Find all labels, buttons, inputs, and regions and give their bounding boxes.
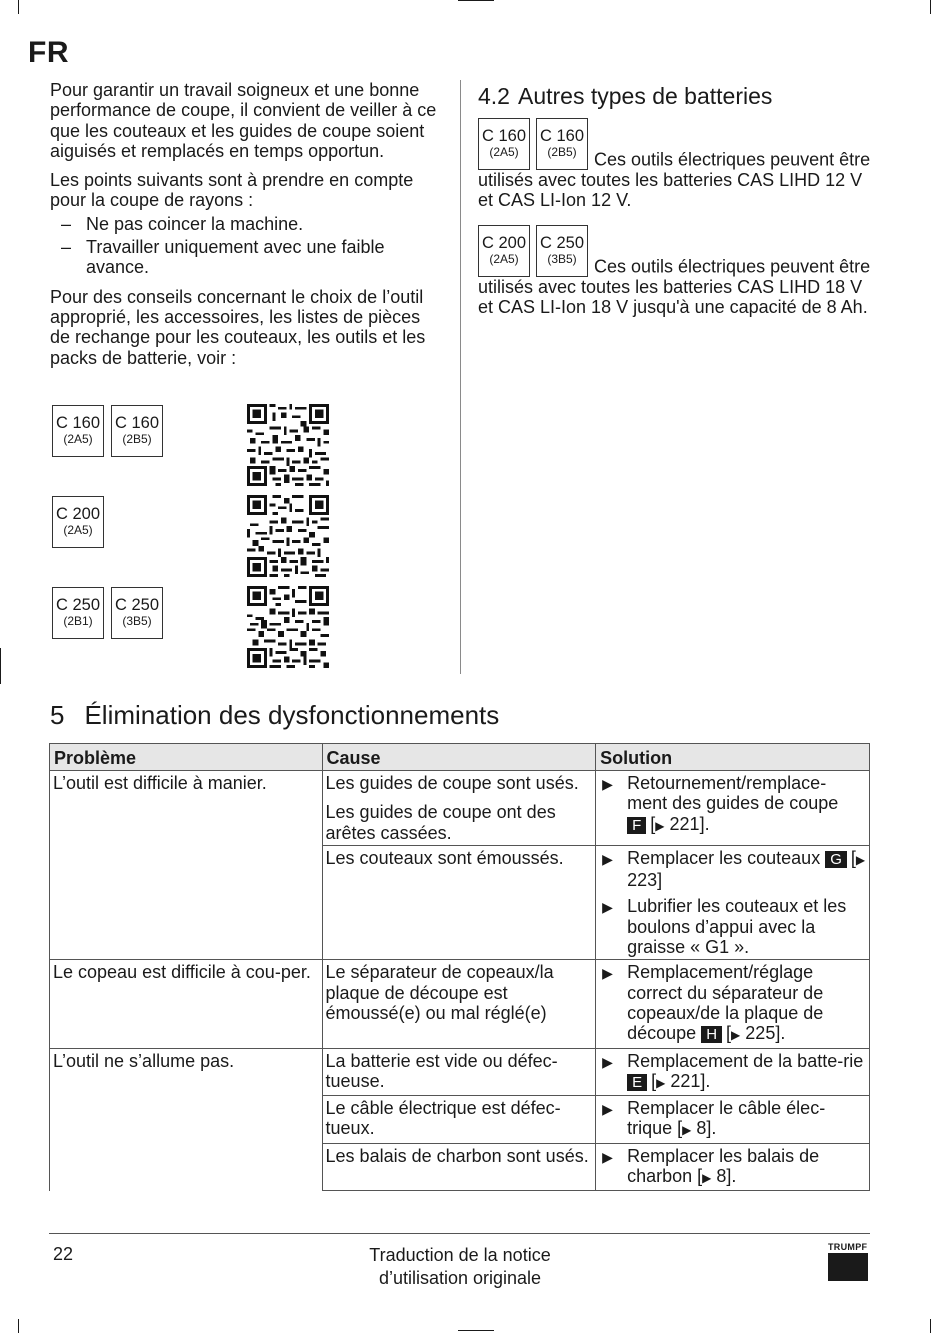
- section-number: 4.2: [478, 83, 510, 109]
- model-name: C 160: [539, 127, 585, 145]
- problem-cell: L’outil est difficile à manier.: [50, 771, 323, 960]
- dash-item-text: Ne pas coincer la machine.: [86, 213, 304, 234]
- page-ref[interactable]: 8].: [696, 1118, 717, 1139]
- model-variant: (2B1): [63, 614, 93, 628]
- section-title: Élimination des dysfonctionnements: [84, 700, 500, 730]
- model-name: C 160: [114, 414, 160, 432]
- page-ref-arrow-icon[interactable]: ▶: [655, 818, 665, 833]
- solution-cell: [596, 1143, 870, 1191]
- play-triangle-icon: ▶: [602, 850, 613, 867]
- crop-mark-top: [458, 0, 494, 1]
- model-name: C 250: [55, 596, 101, 614]
- model-badge: [111, 405, 163, 457]
- footer-note-line: Traduction de la notice: [369, 1245, 551, 1265]
- radius-paragraph: Les points suivants sont à prendre en compte pour la coupe de rayons :: [50, 170, 414, 211]
- dash-marker: –: [61, 237, 72, 258]
- solution-text: Lubrifier les couteaux et les boulons d’appui avec la graisse « G1 ».: [627, 896, 847, 958]
- crop-mark-bottom: [458, 1330, 494, 1331]
- section-heading-5: [50, 700, 499, 731]
- cause-cell: Les couteaux sont émoussés.: [322, 845, 596, 959]
- battery-text-12v: Ces outils électriques peuvent être utilisés avec toutes les batteries CAS LIHD 12 V et CAS LI-Ion 12 V.: [478, 149, 871, 211]
- solution-text: Remplacement/réglage correct du séparateur de copeaux/de la plaque de découpe: [627, 962, 824, 1044]
- advice-paragraph: Pour des conseils concernant le choix de l’outil approprié, les accessoires, les listes de pièces de rechange pour les couteaux, les outils et les packs de batterie, voir :: [50, 286, 426, 368]
- troubleshooting-table: [49, 743, 870, 1191]
- battery-block-12v: [478, 118, 878, 211]
- solution-cell: [596, 1048, 870, 1096]
- figure-key-badge: G: [825, 851, 847, 868]
- play-triangle-icon: ▶: [602, 776, 613, 792]
- page-ref-arrow-icon[interactable]: ▶: [731, 1028, 741, 1043]
- page-ref-arrow-icon[interactable]: ▶: [656, 1075, 666, 1090]
- problem-cell: Le copeau est difficile à cou-per.: [50, 960, 323, 1048]
- solution-item: [599, 1098, 866, 1141]
- table-header-row: [50, 744, 870, 771]
- crop-mark-tl: [18, 0, 19, 14]
- battery-text-18v: Ces outils électriques peuvent être utilisés avec toutes les batteries CAS LIHD 18 V et CAS LI-Ion 18 V jusqu'à une capacité de 8 Ah.: [478, 256, 871, 317]
- model-badge: [478, 118, 530, 170]
- page-ref-arrow-icon[interactable]: ▶: [855, 852, 866, 867]
- solution-item: ▶ Remplacer les couteaux G [▶ 223]: [602, 847, 866, 891]
- footer-note-line: d’utilisation originale: [378, 1268, 542, 1288]
- trumpf-logo: [828, 1242, 868, 1281]
- table-row: [50, 771, 870, 846]
- cause-cell: Le câble électrique est défec-tueux.: [322, 1096, 596, 1144]
- cause-cell: Les balais de charbon sont usés.: [322, 1143, 596, 1191]
- battery-block-18v: [478, 225, 878, 318]
- logo-text: TRUMPF: [828, 1242, 868, 1252]
- solution-text: Remplacer le câble élec-trique [: [627, 1098, 826, 1139]
- table-row: [50, 1048, 870, 1096]
- figure-key-badge: F: [627, 817, 646, 834]
- section-title: Autres types de batteries: [517, 83, 773, 109]
- model-badge: [52, 405, 104, 457]
- solution-cell: [596, 845, 870, 959]
- qr-code-icon[interactable]: [247, 404, 329, 491]
- right-column: [478, 80, 878, 331]
- model-variant: (2A5): [489, 145, 519, 159]
- footer-rule: [49, 1233, 870, 1234]
- model-name: C 250: [539, 233, 585, 252]
- model-variant: (2B5): [122, 432, 152, 446]
- section-number: 5: [50, 700, 65, 730]
- play-triangle-icon: ▶: [602, 1148, 613, 1165]
- header-problem: Problème: [50, 744, 323, 771]
- model-name: C 160: [481, 127, 527, 145]
- dash-item: [50, 214, 445, 234]
- crop-mark-tr: [930, 0, 931, 14]
- page-ref[interactable]: 8].: [716, 1166, 737, 1187]
- crop-mark-bl: [18, 1319, 19, 1333]
- model-variant: (2A5): [63, 523, 93, 537]
- page-ref[interactable]: 225].: [745, 1023, 786, 1044]
- dash-item-text: Travailler uniquement avec une faible avance.: [86, 237, 385, 278]
- model-badge: [52, 587, 104, 639]
- cause-cell: Le séparateur de copeaux/la plaque de découpe est émoussé(e) ou mal réglé(e): [322, 960, 596, 1048]
- model-badge: [536, 225, 588, 277]
- solution-item: [599, 1146, 866, 1189]
- play-triangle-icon: ▶: [602, 899, 613, 916]
- page-ref[interactable]: 221].: [670, 1070, 711, 1091]
- solution-cell: [596, 960, 870, 1048]
- model-badge: [536, 118, 588, 170]
- table-row: [50, 960, 870, 1048]
- dash-marker: –: [61, 213, 72, 234]
- header-cause: Cause: [322, 744, 596, 771]
- play-triangle-icon: ▶: [602, 965, 613, 982]
- dash-item: [50, 237, 445, 278]
- language-label: FR: [28, 36, 69, 69]
- page-ref[interactable]: 221].: [669, 813, 710, 834]
- header-solution: Solution: [596, 744, 870, 771]
- section-heading-4-2: [478, 82, 878, 110]
- cause-text: Les guides de coupe sont usés.: [325, 773, 579, 793]
- footer-note: [300, 1244, 620, 1290]
- solution-cell: [596, 1096, 870, 1144]
- solution-item: ▶ Remplacement/réglage correct du séparateur de copeaux/de la plaque de découpe H [▶ 225].: [602, 962, 824, 1044]
- left-column: [50, 80, 445, 377]
- model-badge: [111, 587, 163, 639]
- model-variant: (3B5): [547, 251, 577, 266]
- solution-cell: [596, 771, 870, 846]
- figure-key-badge: H: [701, 1026, 722, 1043]
- page-number: 22: [53, 1244, 74, 1264]
- page-ref[interactable]: 223]: [627, 870, 663, 891]
- model-name: C 200: [55, 505, 101, 523]
- model-badge: [52, 496, 104, 548]
- solution-text: Retournement/remplace-ment des guides de coupe: [627, 773, 839, 814]
- model-name: C 200: [481, 233, 527, 252]
- model-name: C 250: [114, 596, 160, 614]
- model-variant: (2A5): [489, 251, 519, 266]
- solution-text: Remplacement de la batte-rie: [627, 1050, 864, 1071]
- play-triangle-icon: ▶: [602, 1053, 613, 1070]
- solution-item: [599, 896, 866, 957]
- model-badge: [478, 225, 530, 277]
- page-ref-arrow-icon[interactable]: ▶: [682, 1123, 692, 1138]
- solution-text: Remplacer les couteaux: [627, 847, 821, 868]
- play-triangle-icon: ▶: [602, 1101, 613, 1118]
- figure-key-badge: E: [627, 1074, 647, 1091]
- model-variant: (2A5): [63, 432, 93, 446]
- crop-mark-br: [930, 1319, 931, 1333]
- qr-code-icon[interactable]: [247, 586, 329, 673]
- logo-block: [828, 1253, 868, 1281]
- cause-cell: [322, 771, 596, 846]
- solution-item: ▶ Remplacement de la batte-rie E [▶ 221].: [602, 1050, 864, 1091]
- qr-row-badges: [52, 405, 163, 457]
- column-divider: [460, 80, 461, 674]
- model-variant: (3B5): [122, 614, 152, 628]
- solution-text: Remplacer les balais de charbon [: [627, 1145, 820, 1187]
- qr-row-badges: [52, 496, 104, 548]
- model-name: C 160: [55, 414, 101, 432]
- cause-text: Les guides de coupe ont des arêtes cassées.: [325, 802, 556, 843]
- cause-cell: La batterie est vide ou défec-tueuse.: [322, 1048, 596, 1096]
- intro-paragraph: Pour garantir un travail soigneux et une bonne performance de coupe, il convient de veiller à ce que les couteaux et les guides de coupe soient aiguisés et remplacés en temps opportun.: [50, 80, 437, 161]
- crop-mark-left: [0, 648, 1, 684]
- problem-cell: L’outil ne s’allume pas.: [50, 1048, 323, 1191]
- solution-item: ▶ Retournement/remplace-ment des guides de coupe F [▶ 221].: [602, 773, 839, 834]
- model-variant: (2B5): [547, 145, 577, 159]
- qr-row-badges: [52, 587, 163, 639]
- qr-code-icon[interactable]: [247, 495, 329, 582]
- page-ref-arrow-icon[interactable]: ▶: [702, 1171, 712, 1186]
